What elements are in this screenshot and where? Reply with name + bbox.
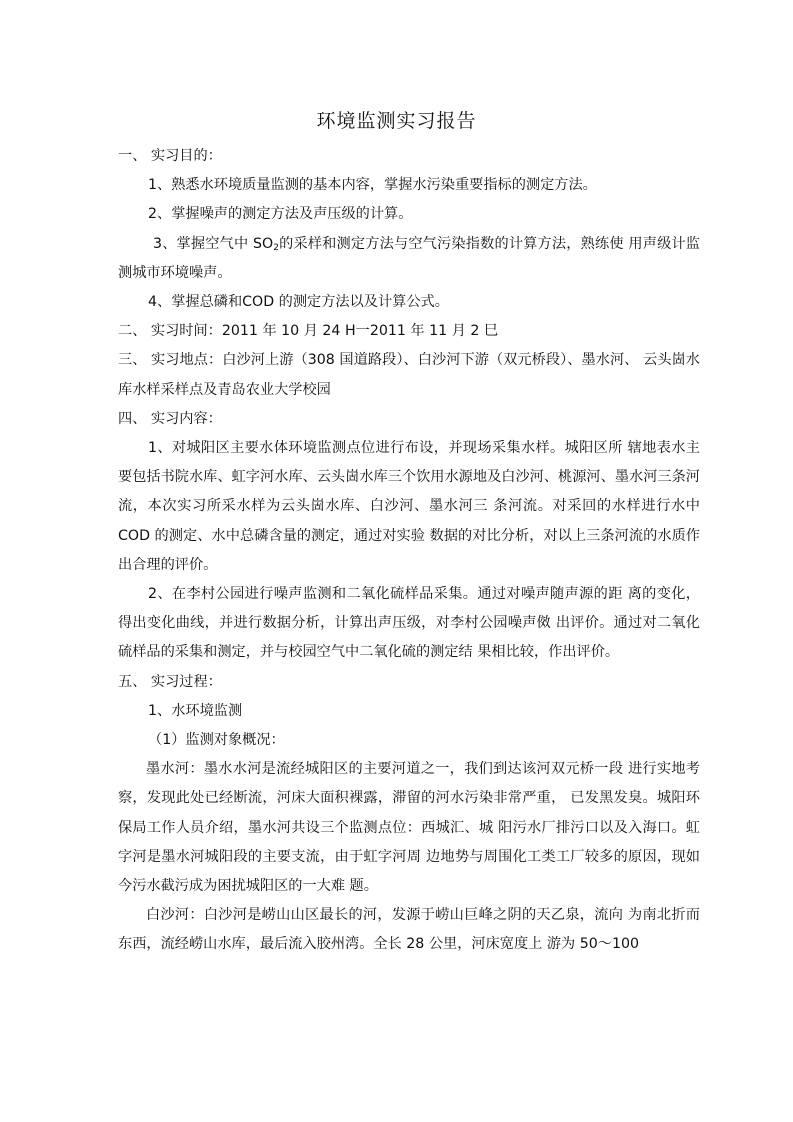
document-title: 环境监测实习报告 <box>316 110 477 132</box>
purpose-item-3-text-b: 的采样和测定方法与空气污染指数的计算方法，熟练使 用声级计监测城市环境噪声。 <box>118 235 700 281</box>
process-subheading-overview: （1）监测对象概况： <box>148 732 285 749</box>
section-heading-process: 五、 实习过程： <box>118 673 222 690</box>
document-body <box>118 142 700 960</box>
so2-subscript: 2 <box>273 242 279 253</box>
purpose-item-1: 1、熟悉水环境质量监测的基本内容，掌握水污染重要指标的测定方法。 <box>148 177 597 194</box>
process-subheading-water: 1、水环境监测 <box>148 702 243 719</box>
purpose-item-2: 2、掌握噪声的测定方法及声压级的计算。 <box>148 206 413 223</box>
section-place: 三、 实习地点：白沙河上游（308 国道路段）、白沙河下游（双元桥段）、墨水河、 云头崮水库水样采样点及青岛农业大学校园 <box>118 352 700 398</box>
section-time: 二、 实习时间：2011 年 10 月 24 H一2011 年 11 月 2 巳 <box>118 323 499 340</box>
content-item-1: 1、对城阳区主要水体环境监测点位进行布设，并现场采集水样。城阳区所 辖地表水主要包括书院水库、虹字河水库、云头崮水库三个饮用水源地及白沙河、桃源河、墨水河三条河流，本次实习所采水样为云头崮水库、白沙河、墨水河三 条河流。对采回的水样进行水中COD 的测定、水中总磷含量的测定，通过对实验 数据的对比分析，对以上三条河流的水质作出合理的评价。 <box>118 440 700 573</box>
purpose-item-3 <box>118 230 700 288</box>
paragraph-moshui-river: 墨水河：墨水水河是流经城阳区的主要河道之一，我们到达该河双元桥一段 进行实地考察，发现此处已经断流，河床大面积裸露，滞留的河水污染非常严重， 已发黑发臭。城阳环保局工作人员介绍，墨水河共设三个监测点位：西城汇、城 阳污水厂排污口以及入海口。虹字河是墨水河城阳段的主要支流，由于虹字河周 边地势与周围化工类工厂较多的原因，现如今污水截污成为困扰城阳区的一大难 题。 <box>118 761 700 895</box>
paragraph-baisha-river: 白沙河：白沙河是崂山山区最长的河，发源于崂山巨峰之阴的天乙泉，流向 为南北折而东西，流经崂山水库，最后流入胶州湾。全长 28 公里，河床宽度上 游为 50～100 <box>118 907 700 953</box>
content-item-2: 2、在李村公园进行噪声监测和二氧化硫样品采集。通过对噪声随声源的距 离的变化，得出变化曲线，并进行数据分析，计算出声压级，对李村公园噪声傚 出评价。通过对二氧化硫样品的采集和测定，并与校园空气中二氧化硫的测定结 果相比较，作出评价。 <box>118 586 700 661</box>
section-heading-purpose: 一、 实习目的： <box>118 148 222 164</box>
section-heading-content: 四、 实习内容： <box>118 410 222 427</box>
purpose-item-3-text-a: 3、掌握空气中 SO <box>153 235 274 252</box>
purpose-item-4: 4、掌握总磷和COD 的测定方法以及计算公式。 <box>148 294 449 311</box>
